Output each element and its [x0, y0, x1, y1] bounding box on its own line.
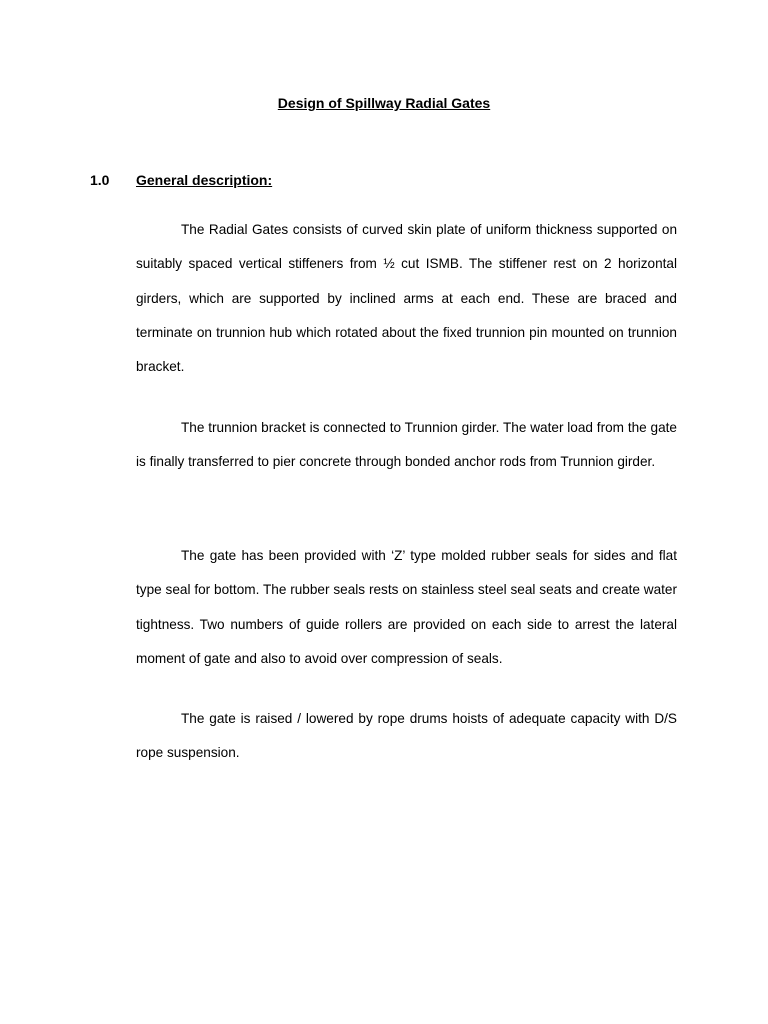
- paragraph-gate-hoisting: The gate is raised / lowered by rope drums hoists of adequate capacity with D/S rope suspension.: [136, 711, 677, 761]
- paragraph-trunnion-bracket: The trunnion bracket is connected to Trunnion girder. The water load from the gate is finally transferred to pier concrete through bonded anchor rods from Trunnion girder.: [136, 420, 677, 470]
- paragraph-radial-gate-structure: The Radial Gates consists of curved skin plate of uniform thickness supported on suitably spaced vertical stiffeners from ½ cut ISMB. The stiffener rest on 2 horizontal girders, which are supported by inclined arms at each end. These are braced and terminate on trunnion hub which rotated about the fixed trunnion pin mounted on trunnion bracket.: [136, 222, 677, 375]
- section-title: General description:: [136, 172, 273, 188]
- paragraph-rubber-seals: The gate has been provided with ‘Z’ type molded rubber seals for sides and flat type seal for bottom. The rubber seals rests on stainless steel seal seats and create water tightness. Two numbers of guide rollers are provided on each side to arrest the lateral moment of gate and also to avoid over compression of seals.: [136, 548, 677, 666]
- document-title: Design of Spillway Radial Gates: [277, 95, 491, 111]
- section-number: 1.0: [90, 172, 110, 188]
- section-heading: [90, 170, 690, 190]
